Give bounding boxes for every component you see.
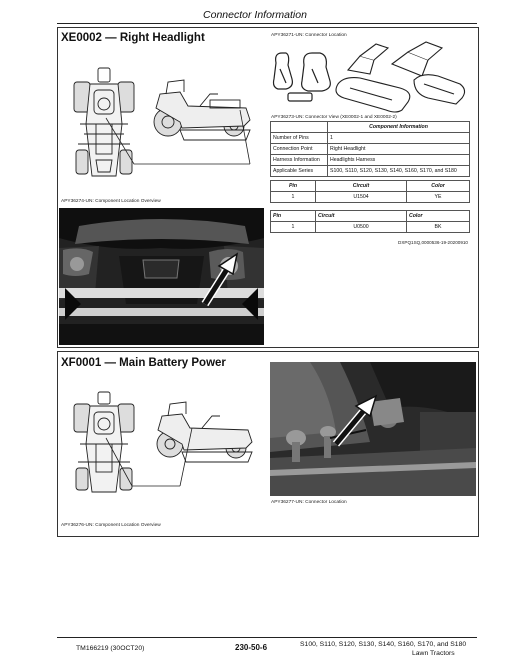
footer-rule: [57, 637, 477, 638]
component-information-table: [270, 121, 470, 177]
battery-photo-drawing: [270, 362, 476, 496]
battery-connector-photo: [270, 362, 476, 496]
headlight-photo-drawing: [59, 208, 264, 345]
table-row: Number of Pins 1: [271, 133, 470, 144]
page-header-title: Connector Information: [203, 9, 307, 21]
footer-manual-id: TM166219 (30OCT20): [76, 645, 145, 652]
pin-table-1: Pin Circuit Color 1 U1504 YE: [270, 180, 470, 203]
tractor-overview-illustration-2: [60, 388, 260, 512]
caption-component-location-overview-2: APY36276-UN: Component Location Overview: [61, 523, 161, 528]
caption-component-location-overview-1: APY36274-UN: Component Location Overview: [61, 199, 161, 204]
pin-table-2: Pin Circuit Color 1 U0500 BK: [270, 210, 470, 233]
table-row: 1 U0500 BK: [271, 222, 470, 233]
section-title-xf0001: XF0001 — Main Battery Power: [61, 357, 226, 369]
footer-product-line: Lawn Tractors: [412, 650, 455, 657]
table-row: Applicable Series S100, S110, S120, S130, S140, S160, S170, and S180: [271, 166, 470, 177]
headlight-photo: [59, 208, 264, 345]
connector-view-illustration: [330, 40, 470, 118]
document-reference: DXPQ1SQ,0000536-19-20200910: [398, 240, 468, 245]
caption-connector-location-2: APY36277-UN: Connector Location: [271, 500, 347, 505]
tractor-overview-illustration: [60, 64, 260, 198]
caption-connector-view-1: APY36273-UN: Connector View (XE0002-1 and XE0002-2): [271, 115, 397, 120]
footer-page-number: 230-50-6: [235, 643, 268, 652]
table-row: Connection Point Right Headlight: [271, 144, 470, 155]
section-title-xe0002: XE0002 — Right Headlight: [61, 32, 205, 44]
header-rule: [57, 23, 477, 24]
footer-model-series: S100, S110, S120, S130, S140, S160, S170, and S180: [300, 641, 467, 648]
caption-connector-location-1: APY36271-UN: Connector Location: [271, 33, 347, 38]
table-row: 1 U1504 YE: [271, 192, 470, 203]
component-table-heading: Component Information: [328, 122, 470, 133]
table-row: Harness Information Headlights Harness: [271, 155, 470, 166]
